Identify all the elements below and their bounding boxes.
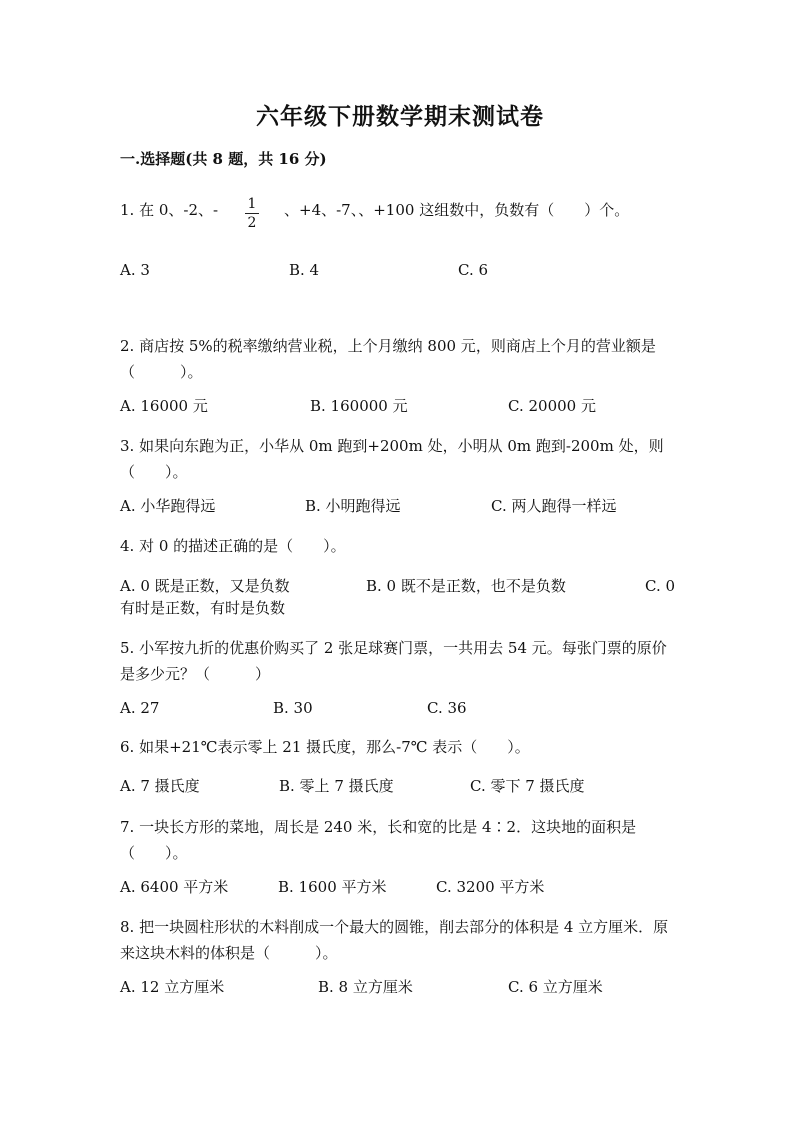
question-2-option-b: B. 160000 元 (310, 397, 408, 415)
question-6-stem: 6. 如果+21℃表示零上 21 摄氏度，那么-7℃ 表示（ ）。 (120, 738, 530, 756)
question-7-option-c: C. 3200 平方米 (436, 878, 545, 896)
question-3-option-c: C. 两人跑得一样远 (491, 497, 617, 515)
question-2-stem: 2. 商店按 5%的税率缴纳营业税，上个月缴纳 800 元，则商店上个月的营业额是（ ）。 (120, 337, 656, 381)
question-1-option-c: C. 6 (458, 261, 489, 279)
question-2-option-a: A. 16000 元 (120, 397, 208, 415)
question-2-option-c: C. 20000 元 (508, 397, 596, 415)
question-1-stem-part1: 1. 在 0、-2、- (120, 201, 219, 219)
question-1-stem-part2: 、+4、-7、、+100 这组数中，负数有（ ）个。 (284, 201, 630, 219)
question-3-stem: 3. 如果向东跑为正，小华从 0m 跑到+200m 处，小明从 0m 跑到-200m 处，则（ ）。 (120, 437, 664, 481)
question-6-option-c: C. 零下 7 摄氏度 (470, 777, 585, 795)
question-4-stem: 4. 对 0 的描述正确的是（ ）。 (120, 537, 346, 555)
section-heading: 一.选择题(共 8 题，共 16 分) (120, 150, 327, 168)
question-8-option-b: B. 8 立方厘米 (318, 978, 413, 996)
question-5-option-a: A. 27 (120, 699, 160, 717)
question-1-option-a: A. 3 (120, 261, 150, 279)
question-5-option-c: C. 36 (427, 699, 467, 717)
question-6-option-a: A. 7 摄氏度 (120, 777, 200, 795)
question-4-option-b: B. 0 既不是正数，也不是负数 (366, 577, 566, 595)
page-title: 六年级下册数学期末测试卷 (256, 103, 544, 130)
question-7-option-a: A. 6400 平方米 (120, 878, 229, 896)
question-5-option-b: B. 30 (273, 699, 313, 717)
question-5-stem: 5. 小军按九折的优惠价购买了 2 张足球赛门票，一共用去 54 元。每张门票的原价是多少元？（ ） (120, 639, 667, 683)
question-7-option-b: B. 1600 平方米 (278, 878, 387, 896)
question-8-option-c: C. 6 立方厘米 (508, 978, 603, 996)
question-8-stem: 8. 把一块圆柱形状的木料削成一个最大的圆锥，削去部分的体积是 4 立方厘米．原来这块木料的体积是（ ）。 (120, 918, 669, 962)
question-1-option-b: B. 4 (289, 261, 320, 279)
question-4-option-a: A. 0 既是正数，又是负数 (120, 577, 290, 595)
question-3-option-b: B. 小明跑得远 (305, 497, 401, 515)
fraction-bar (245, 213, 259, 214)
question-6-option-b: B. 零上 7 摄氏度 (279, 777, 394, 795)
question-4-option-c: C. 0 (645, 577, 676, 595)
question-4-option-c-continued: 有时是正数，有时是负数 (120, 599, 286, 617)
question-7-stem: 7. 一块长方形的菜地，周长是 240 米，长和宽的比是 4∶2．这块地的面积是（ ）。 (120, 818, 637, 862)
question-8-option-a: A. 12 立方厘米 (120, 978, 225, 996)
fraction-numerator: 1 (247, 196, 257, 212)
question-3-option-a: A. 小华跑得远 (120, 497, 216, 515)
fraction-one-half (245, 196, 259, 231)
fraction-denominator: 2 (247, 215, 257, 231)
